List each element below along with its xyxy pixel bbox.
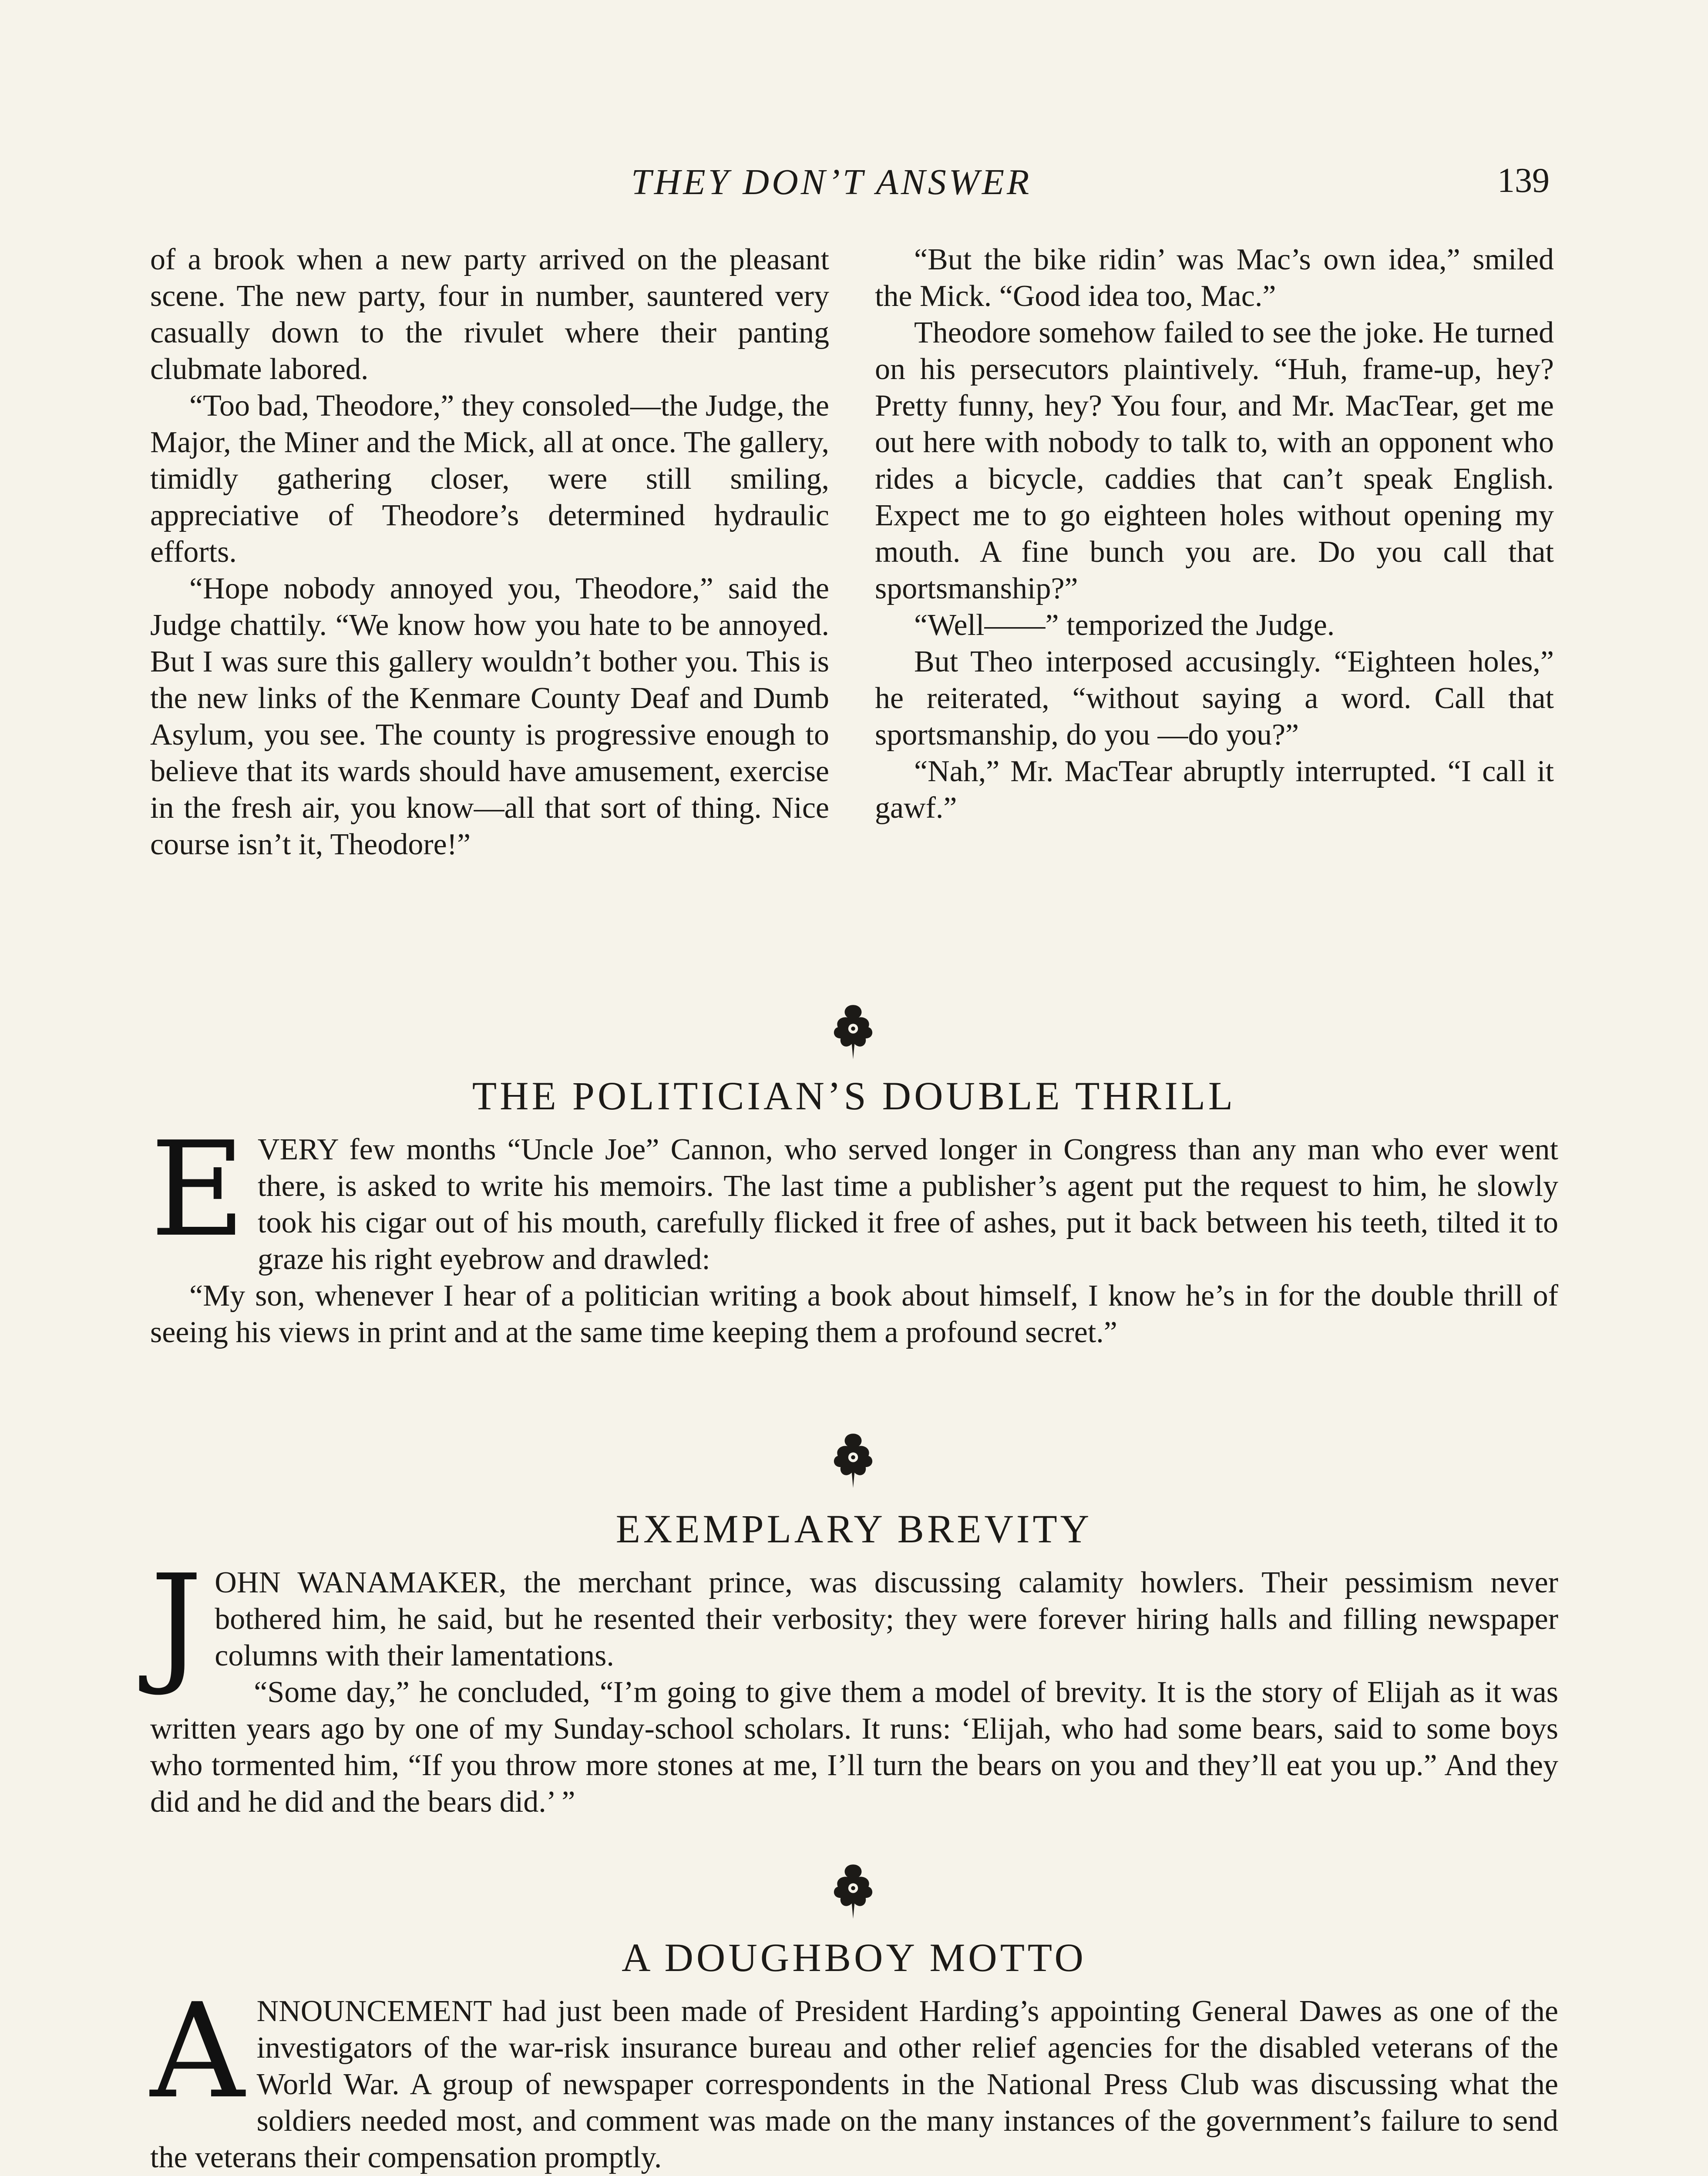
story-title: EXEMPLARY BREVITY (615, 1507, 1093, 1551)
paragraph: “Hope nobody annoyed you, Theodore,” said the Judge chattily. “We know how you hate to be annoyed. But I was sure this gallery wouldn’t bother you. This is the new links of the Kenmare County Deaf and Dumb Asylum, you see. The county is progressive enough to believe that its wards should have amusement, exercise in the fresh air, you know—all that sort of thing. Nice course isn’t it, Theodore!” (150, 572, 829, 861)
paragraph: “My son, whenever I hear of a politician writing a book about himself, I know he’s in for the double thrill of seeing his views in print and at the same time keeping them a profound secret.” (150, 1279, 1558, 1349)
paragraph: “Too bad, Theodore,” they consoled—the Judge, the Major, the Miner and the Mick, all at once. The gallery, timidly gathering closer, were still smiling, appreciative of Theodore’s determined hydraulic efforts. (150, 389, 829, 569)
paragraph: of a brook when a new party arrived on the pleasant scene. The new party, four in number, sauntered very casually down to the rivulet where their panting clubmate labored. (150, 243, 829, 386)
paragraph: “Some day,” he concluded, “I’m going to give them a model of brevity. It is the story of Elijah as it was written years ago by one of my Sunday-school scholars. It runs: ‘Elijah, who had some bears, said to some boys who tormented him, “If you throw more stones at me, I’ll turn the bears on you and they’ll eat you up.” And they did and he did and the bears did.’ ” (150, 1676, 1558, 1819)
continued-story (150, 242, 1556, 986)
floral-ornament-icon (818, 997, 888, 1066)
running-head (0, 161, 1708, 213)
floral-ornament-icon (818, 1856, 888, 1926)
paragraph: “Well——” temporized the Judge. (914, 608, 1335, 642)
paragraph: “Nah,” Mr. MacTear abruptly interrupted. “I call it gawf.” (875, 755, 1554, 825)
drop-cap: E (150, 1114, 245, 1266)
story-lead: VERY few months “Uncle Joe” Cannon, who served longer in Congress than any man who ever went there, is asked to write his memoirs. The last time a publisher’s agent put the request to him, he slowly took his cigar out of his mouth, carefully flicked it free of ashes, put it back between his teeth, tilted it to graze his right eyebrow and drawled: (258, 1133, 1558, 1276)
paragraph: “But the bike ridin’ was Mac’s own idea,” smiled the Mick. “Good idea too, Mac.” (875, 243, 1554, 313)
running-title: THEY DON’T ANSWER (631, 162, 1032, 202)
right-column (875, 242, 1554, 826)
story-doughboy-motto (150, 1975, 1558, 2176)
floral-ornament-icon (818, 1425, 888, 1495)
story-title: A DOUGHBOY MOTTO (622, 1935, 1086, 1980)
story-exemplary-brevity (150, 1547, 1558, 1820)
drop-cap: A (150, 1975, 245, 2127)
paragraph: Theodore somehow failed to see the joke. He turned on his persecutors plaintively. “Huh, frame-up, hey? Pretty funny, hey? You four, and Mr. MacTear, get me out here with nobody to talk to, with an opponent who rides a bicycle, caddies that can’t speak English. Expect me to go eighteen holes without opening my mouth. A fine bunch you are. Do you call that sportsmanship?” (875, 316, 1554, 605)
page-number: 139 (1497, 161, 1550, 200)
story-lead: OHN WANAMAKER, the merchant prince, was discussing calamity howlers. Their pessimism never bothered him, he said, but he resented their verbosity; they were forever hiring halls and filling newspaper columns with their lamentations. (215, 1566, 1558, 1672)
left-column (150, 242, 829, 863)
story-lead: NNOUNCEMENT had just been made of President Harding’s appointing General Dawes as one of the investigators of the war-risk insurance bureau and other relief agencies for the disabled veterans of the World War. A group of newspaper correspondents in the National Press Club was discussing what the soldiers needed most, and comment was made on the many instances of the government’s failure to send the veterans their compensation promptly. (150, 1995, 1558, 2174)
story-politicians-double-thrill (150, 1114, 1558, 1351)
paragraph: But Theo interposed accusingly. “Eighteen holes,” he reiterated, “without saying a word. Call that sportsmanship, do you —do you?” (875, 645, 1554, 752)
story-title: THE POLITICIAN’S DOUBLE THRILL (472, 1074, 1236, 1118)
drop-cap: J (150, 1547, 203, 1699)
